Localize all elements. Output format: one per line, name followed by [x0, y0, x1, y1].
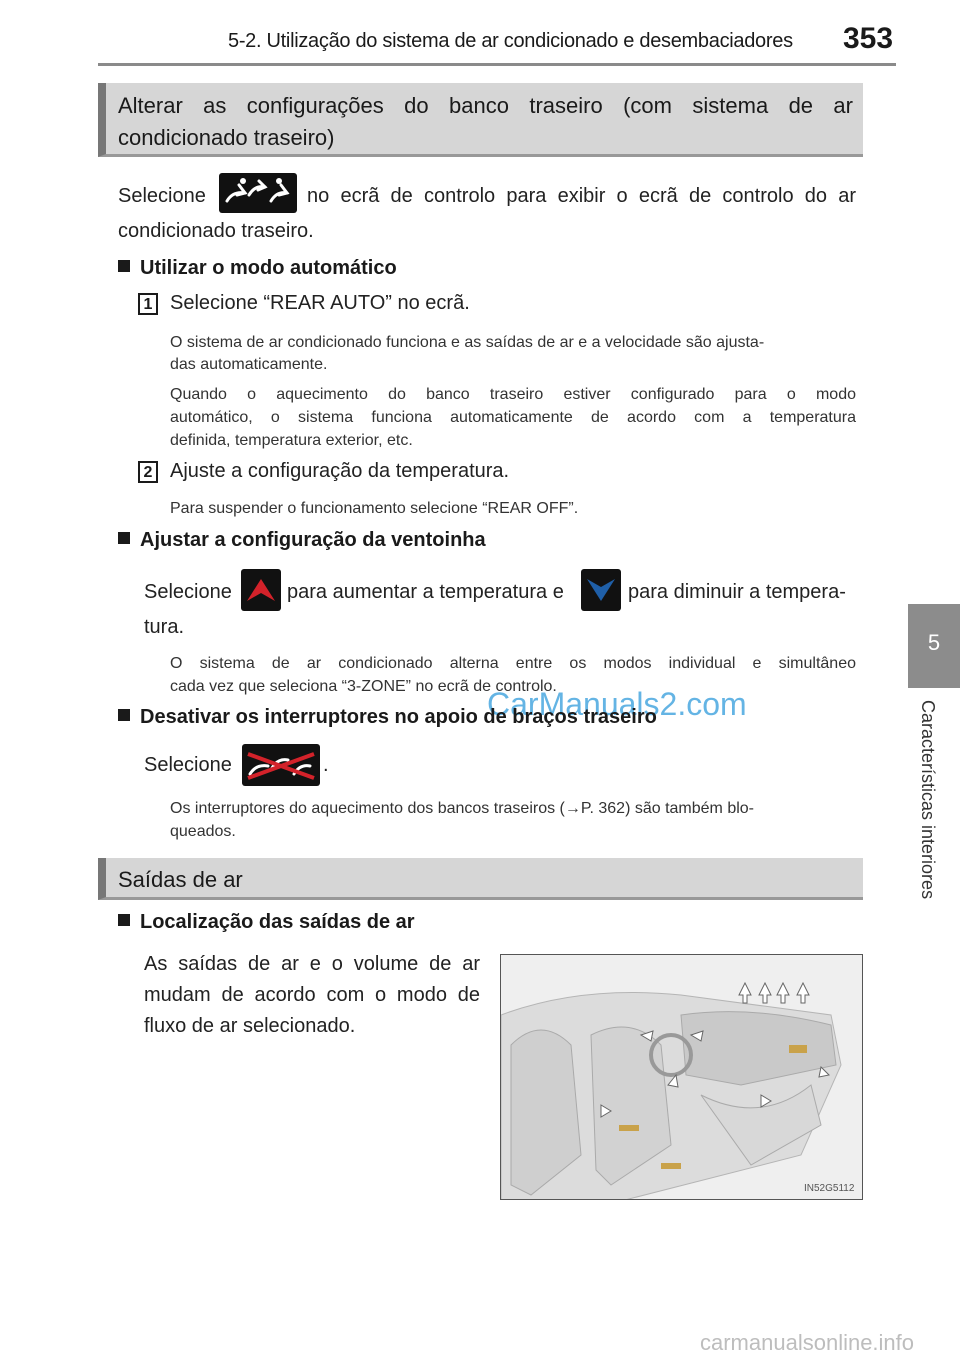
bullet-square-icon	[118, 260, 130, 272]
chapter-label: Características interiores	[918, 700, 938, 900]
note-auto-2b: automático, o sistema funciona automaticamente de acordo com a temperatura	[170, 409, 856, 426]
note-fan-2: cada vez que seleciona “3-ZONE” no ecrã de controlo.	[170, 678, 557, 695]
armrest-text-end: .	[323, 754, 329, 776]
section-title-line2: condicionado traseiro)	[118, 125, 335, 150]
temperature-down-icon	[581, 569, 621, 611]
section-header-rear-settings	[98, 83, 863, 157]
note-armrest-1: Os interruptores do aquecimento dos bancos traseiros (→P. 362) são também blo-	[170, 800, 754, 817]
figure-code: IN52G5112	[804, 1183, 855, 1194]
page-number: 353	[843, 22, 894, 55]
bullet-square-icon	[118, 709, 130, 721]
note-fan-1: O sistema de ar condicionado alterna entre os modos individual e simultâneo	[170, 655, 856, 672]
heading-auto-mode	[118, 257, 397, 280]
step-1-text: Selecione “REAR AUTO” no ecrã.	[170, 292, 470, 314]
fan-text-line2: tura.	[144, 616, 185, 638]
heading-armrest-text: Desativar os interruptores no apoio de braços traseiro	[140, 706, 657, 728]
step-1-badge: 1	[138, 293, 158, 315]
section-header-air-outlets	[98, 858, 863, 900]
vents-text-line1: As saídas de ar e o volume de ar	[144, 953, 480, 975]
heading-vents	[118, 911, 415, 934]
section-title-air-outlets: Saídas de ar	[118, 867, 243, 892]
vents-text-line2: mudam de acordo com o modo de	[144, 984, 480, 1006]
temperature-up-icon	[241, 569, 281, 611]
running-header: 5-2. Utilização do sistema de ar condicionado e desembaciadores	[228, 30, 793, 52]
footer-watermark: carmanualsonline.info	[700, 1330, 915, 1355]
section-title-line1: Alterar as configurações do banco traseiro (com sistema de ar	[118, 93, 853, 118]
step-2-text: Ajuste a configuração da temperatura.	[170, 460, 510, 482]
armrest-select-word: Selecione	[144, 754, 232, 776]
intro-text-line2: condicionado traseiro.	[118, 220, 314, 242]
heading-auto-mode-text: Utilizar o modo automático	[140, 257, 397, 279]
heading-fan	[118, 529, 486, 552]
fan-select-word: Selecione	[144, 581, 232, 603]
rear-climate-icon	[219, 173, 297, 213]
fan-text-end: para diminuir a tempera-	[628, 581, 846, 603]
heading-vents-text: Localização das saídas de ar	[140, 911, 415, 933]
heading-fan-text: Ajustar a configuração da ventoinha	[140, 529, 486, 551]
note-auto-1a: O sistema de ar condicionado funciona e as saídas de ar e a velocidade são ajusta-	[170, 334, 765, 351]
watermark: CarManuals2.com	[487, 686, 747, 722]
fan-text-middle: para aumentar a temperatura e	[287, 581, 564, 603]
header-divider	[98, 63, 896, 66]
note-armrest-2: queados.	[170, 823, 236, 840]
heading-armrest	[118, 706, 657, 729]
note-auto-2c: definida, temperatura exterior, etc.	[170, 432, 413, 449]
bullet-square-icon	[118, 914, 130, 926]
intro-text-line1: no ecrã de controlo para exibir o ecrã de controlo do ar	[307, 185, 856, 207]
note-auto-1b: das automaticamente.	[170, 356, 328, 373]
vents-text-line3: fluxo de ar selecionado.	[144, 1015, 356, 1037]
intro-select-word: Selecione	[118, 185, 206, 207]
chapter-tab	[908, 604, 960, 688]
chapter-number: 5	[927, 630, 941, 655]
note-rear-off: Para suspender o funcionamento selecione “REAR OFF”.	[170, 500, 579, 517]
note-auto-2a: Quando o aquecimento do banco traseiro estiver configurado para o modo	[170, 386, 856, 403]
air-outlets-illustration	[500, 954, 863, 1200]
bullet-square-icon	[118, 532, 130, 544]
armrest-disable-icon	[242, 744, 320, 786]
step-2-badge: 2	[138, 461, 158, 483]
chapter-label-wrap	[909, 700, 949, 930]
